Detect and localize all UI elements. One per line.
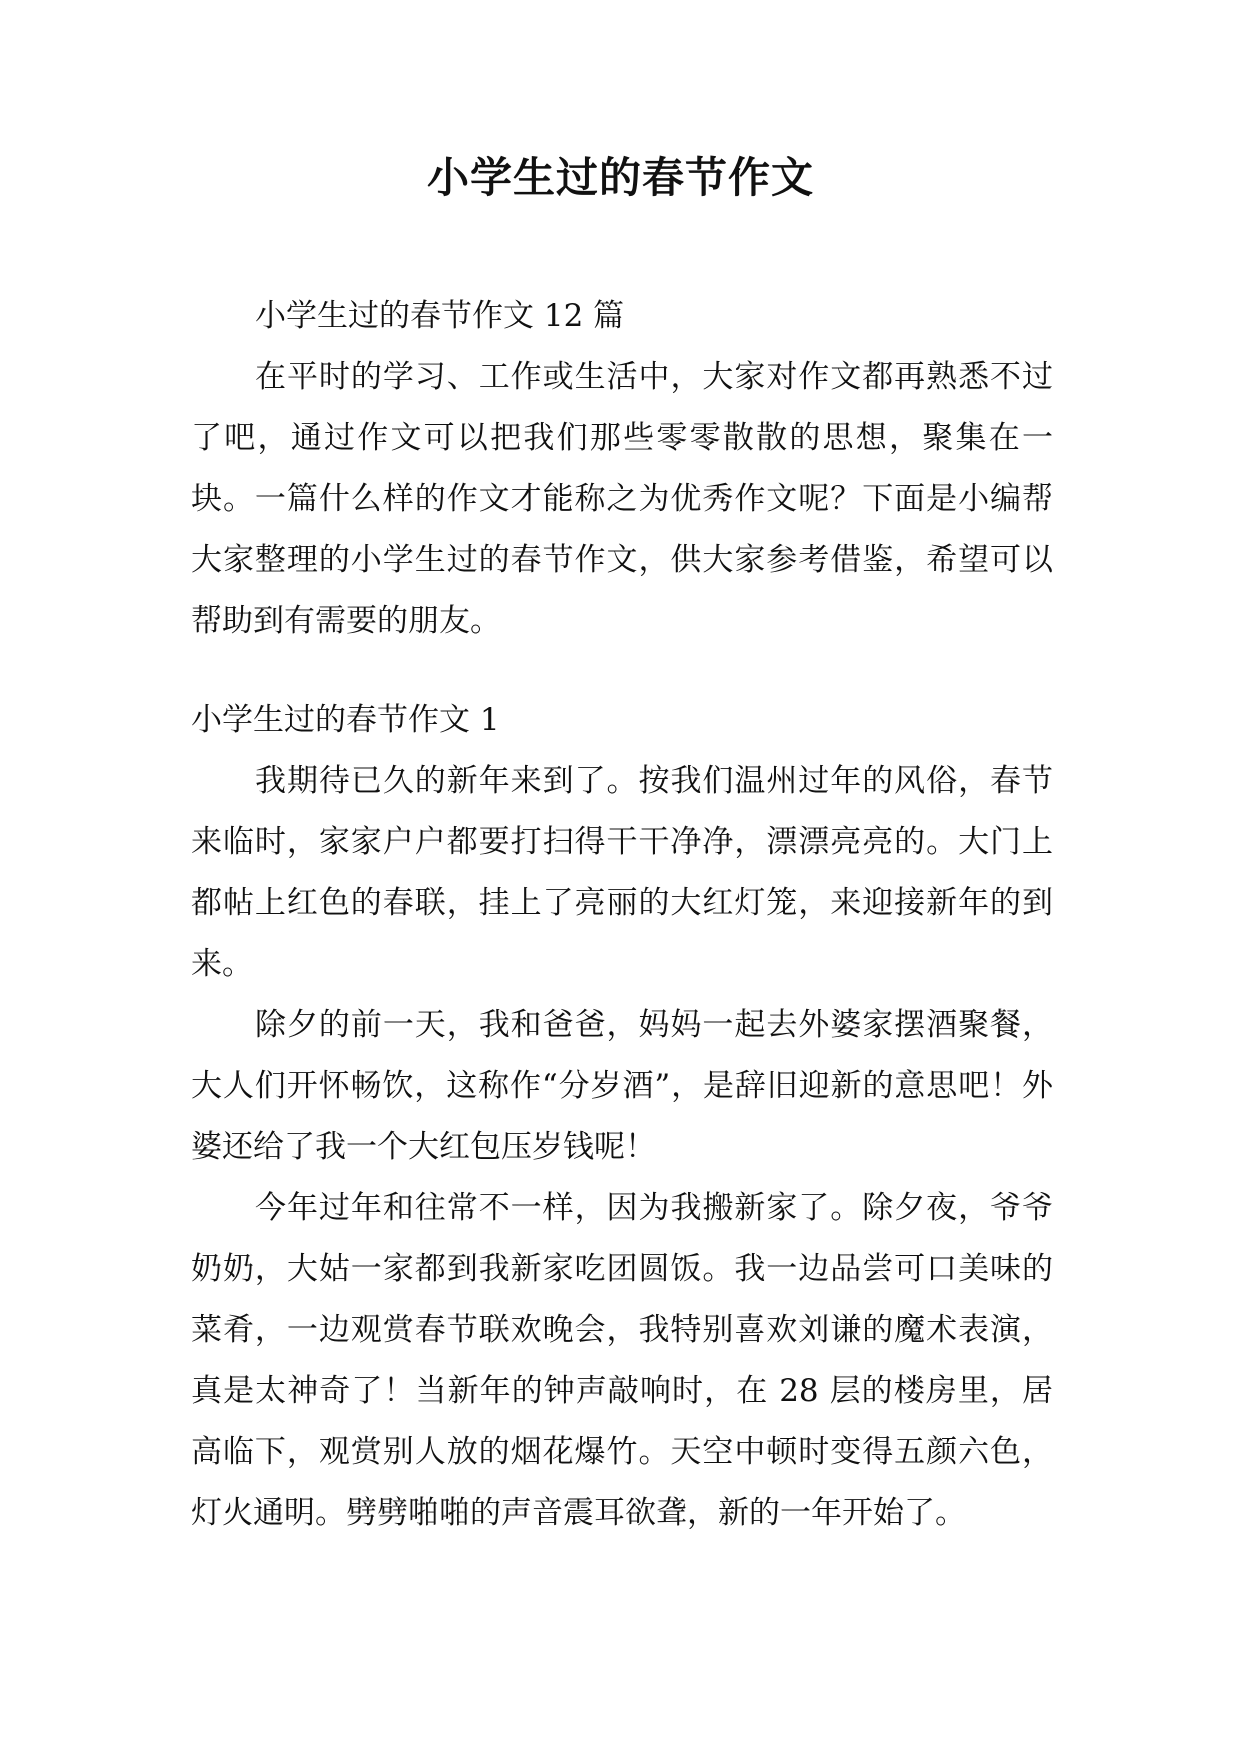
essay-paragraph-2: 除夕的前一天，我和爸爸，妈妈一起去外婆家摆酒聚餐，大人们开怀畅饮，这称作“分岁酒”，是辞旧迎新的意思吧！外婆还给了我一个大红包压岁钱呢！ xyxy=(191,1007,1053,1165)
intro-block xyxy=(191,347,1053,652)
essay-paragraph-1: 我期待已久的新年来到了。按我们温州过年的风俗，春节来临时，家家户户都要打扫得干干净净，漂漂亮亮的。大门上都帖上红色的春联，挂上了亮丽的大红灯笼，来迎接新年的到来。 xyxy=(191,763,1053,982)
intro-paragraph: 在平时的学习、工作或生活中，大家对作文都再熟悉不过了吧，通过作文可以把我们那些零零散散的思想，聚集在一块。一篇什么样的作文才能称之为优秀作文呢？下面是小编帮大家整理的小学生过的春节作文，供大家参考借鉴，希望可以帮助到有需要的朋友。 xyxy=(191,359,1053,639)
document-subtitle: 小学生过的春节作文 12 篇 xyxy=(255,298,625,334)
essay-paragraph-3: 今年过年和往常不一样，因为我搬新家了。除夕夜，爷爷奶奶，大姑一家都到我新家吃团圆饭。我一边品尝可口美味的菜肴，一边观赏春节联欢晚会，我特别喜欢刘谦的魔术表演，真是太神奇了！当新年的钟声敲响时，在 28 层的楼房里，居高临下，观赏别人放的烟花爆竹。天空中顿时变得五颜六色，灯火通明。劈劈啪啪的声音震耳欲聋，新的一年开始了。 xyxy=(191,1190,1053,1531)
document-title: 小学生过的春节作文 xyxy=(426,153,814,202)
section-heading: 小学生过的春节作文 1 xyxy=(191,702,500,738)
essay-body xyxy=(191,751,1053,1544)
